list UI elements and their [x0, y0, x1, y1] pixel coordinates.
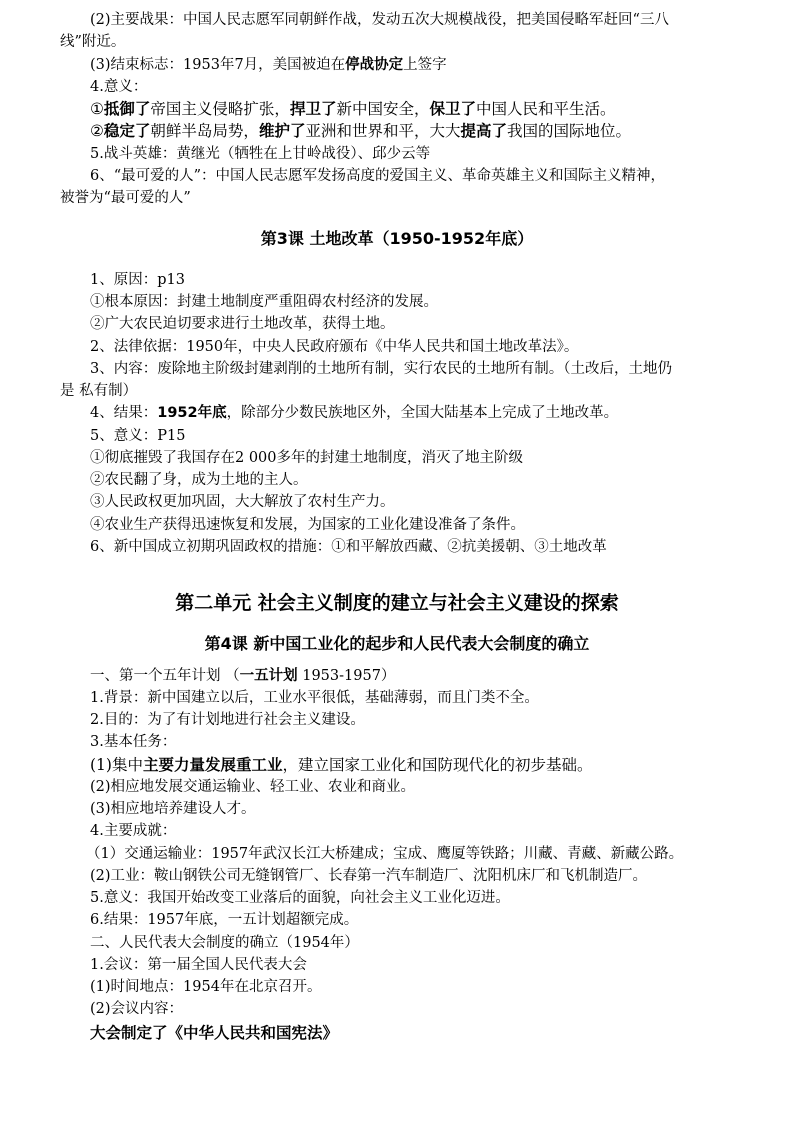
text-line: 2、法律依据：1950年，中央人民政府颁布《中华人民共和国土地改革法》。: [90, 339, 579, 355]
text-line: 4.主要成就：: [90, 823, 177, 839]
text-line: ②广大农民迫切要求进行土地改革，获得土地。: [90, 316, 395, 332]
text-span: 朝鲜半岛局势，: [150, 122, 259, 140]
lesson-title: 第3课 土地改革（1950-1952年底）: [260, 229, 534, 248]
text-span: ②: [90, 122, 104, 140]
significance-line: [90, 99, 616, 119]
text-line: 3.基本任务：: [90, 734, 177, 750]
text-line: 1、原因：p13: [90, 272, 185, 288]
text-line: 6、新中国成立初期巩固政权的措施：①和平解放西藏、②抗美援朝、③土地改革: [90, 539, 607, 555]
text-line: [90, 55, 447, 75]
text-line: ④农业生产获得迅速恢复和发展，为国家的工业化建设准备了条件。: [90, 517, 525, 533]
text-line: (1)时间地点：1954年在北京召开。: [90, 979, 322, 995]
text-line: [90, 403, 618, 423]
text-line: 线”附近。: [60, 34, 126, 50]
text-line: 1.背景：新中国建立以后，工业水平很低，基础薄弱，而且门类不全。: [90, 690, 539, 706]
bold-term: 主要力量发展重工业: [142, 756, 283, 774]
text-line: 2.目的：为了有计划地进行社会主义建设。: [90, 712, 365, 728]
text-span: ，建立国家工业化和国防现代化的初步基础。: [282, 756, 593, 774]
text-line: [90, 755, 593, 775]
bold-term: 保卫了: [429, 100, 476, 118]
text-line: ①彻底摧毁了我国存在2 000多年的封建土地制度，消灭了地主阶级: [90, 450, 524, 466]
text-line: (2)工业：鞍山钢铁公司无缝钢管厂、长春第一汽车制造厂、沈阳机床厂和飞机制造厂。: [90, 868, 648, 884]
bold-term: 一五计划: [239, 668, 298, 684]
text-span: 中国人民和平生活。: [475, 100, 616, 118]
text-line: (2)相应地发展交通运输业、轻工业、农业和商业。: [90, 779, 416, 795]
text-line: （1）交通运输业：1957年武汉长江大桥建成；宝成、鹰厦等铁路；川藏、青藏、新藏公路。: [86, 846, 684, 862]
text-line: 二、人民代表大会制度的确立（1954年）: [90, 935, 359, 951]
text-line: ③人民政权更加巩固，大大解放了农村生产力。: [90, 494, 395, 510]
text-line: 是 私有制）: [60, 383, 138, 399]
text-span: 4、结果：: [90, 405, 158, 421]
text-span: 亚洲和世界和平，大大: [305, 122, 461, 140]
text-span: 1953-1957）: [297, 668, 396, 684]
text-span: 上签字: [403, 57, 447, 73]
bold-term: 停战协定: [345, 57, 404, 73]
bold-term: 稳定了: [103, 122, 151, 140]
text-line: (2)主要战果：中国人民志愿军同朝鲜作战，发动五次大规模战役，把美国侵略军赶回“三八: [90, 12, 669, 28]
text-line: 6.结果：1957年底，一五计划超额完成。: [90, 912, 359, 928]
text-span: 帝国主义侵略扩张，: [150, 100, 290, 118]
bold-term: 提高了: [460, 122, 507, 140]
text-line: 5、意义：P15: [90, 428, 186, 444]
text-line: (2)会议内容：: [90, 1001, 184, 1017]
text-span: (3)结束标志：1953年7月，美国被迫在: [90, 57, 346, 73]
unit-title: 第二单元 社会主义制度的建立与社会主义建设的探索: [175, 592, 619, 614]
text-line: 5.战斗英雄：黄继光（牺牲在上甘岭战役）、邱少云等: [90, 146, 431, 162]
text-span: 我国的国际地位。: [506, 122, 631, 140]
bold-term: 1952年底: [157, 405, 227, 421]
bold-term: 捍卫了: [289, 100, 337, 118]
text-line: ②农民翻了身，成为土地的主人。: [90, 472, 308, 488]
text-line: 被誉为“最可爱的人”: [60, 190, 191, 206]
bold-term: 抵御了: [103, 100, 151, 118]
text-line: 6、“最可爱的人”：中国人民志愿军发扬高度的爱国主义、革命英雄主义和国际主义精神，: [90, 168, 666, 184]
bold-line: 大会制定了《中华人民共和国宪法》: [90, 1024, 339, 1042]
text-span: ①: [90, 100, 104, 118]
text-span: 新中国安全，: [336, 100, 430, 118]
text-span: 一、第一个五年计划 （: [90, 668, 240, 684]
text-line: 4.意义：: [90, 79, 148, 95]
bold-term: 维护了: [258, 122, 306, 140]
significance-line: [90, 121, 631, 141]
text-line: 1.会议：第一届全国人民代表大会: [90, 957, 307, 973]
text-line: [90, 666, 395, 686]
text-line: (3)相应地培养建设人才。: [90, 801, 256, 817]
text-line: 5.意义：我国开始改变工业落后的面貌，向社会主义工业化迈进。: [90, 890, 510, 906]
lesson-title: 第4课 新中国工业化的起步和人民代表大会制度的确立: [204, 634, 590, 653]
text-span: (1)集中: [90, 756, 143, 774]
text-line: ①根本原因：封建土地制度严重阻碍农村经济的发展。: [90, 294, 438, 310]
text-line: 3、内容：废除地主阶级封建剥削的土地所有制，实行农民的土地所有制。（土改后，土地仍: [90, 361, 672, 377]
text-span: ，除部分少数民族地区外，全国大陆基本上完成了土地改革。: [226, 405, 619, 421]
